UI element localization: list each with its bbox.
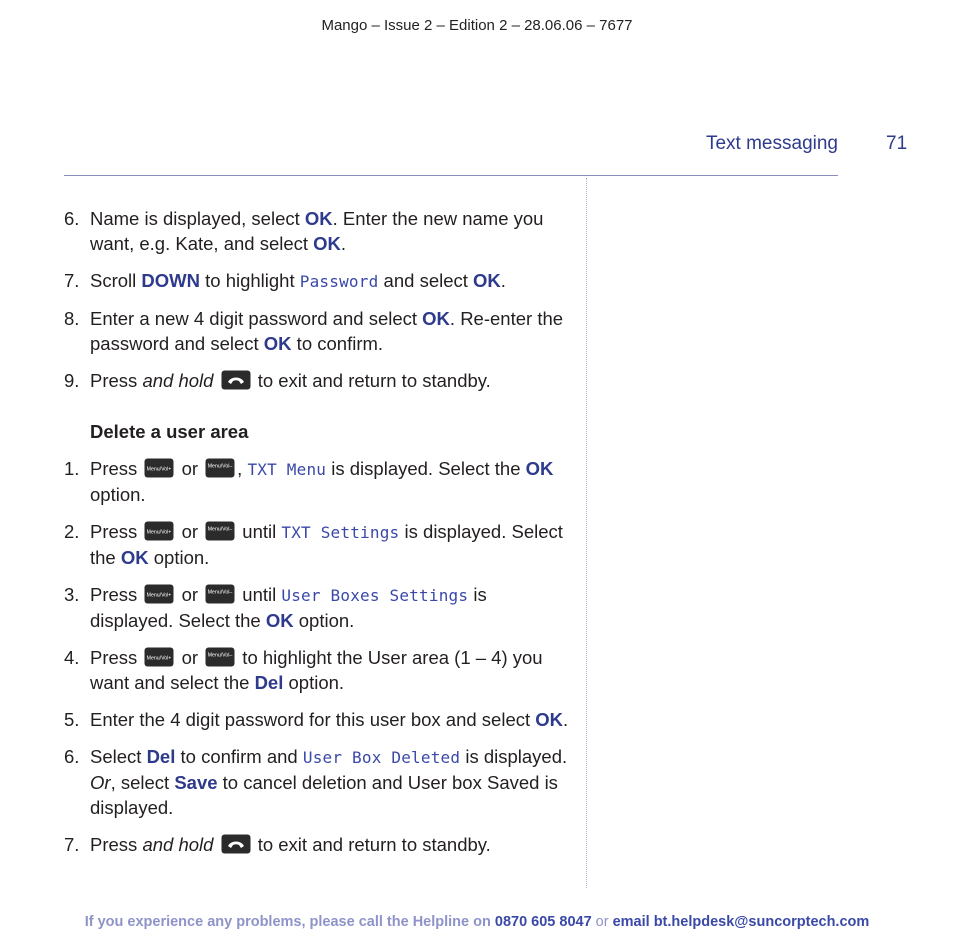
step-text: to highlight the User area (1 – 4) you want and select the (90, 647, 543, 693)
del-keyword: Del (146, 746, 176, 767)
and-hold-text: and hold (142, 370, 214, 391)
steps-list-top (64, 206, 574, 393)
list-item (64, 707, 574, 732)
step-text: Press (90, 834, 143, 855)
menu-vol-down-icon (205, 584, 235, 604)
step-text: or (176, 458, 204, 479)
step-text: to confirm. (291, 333, 384, 354)
section-title: Text messaging (705, 133, 838, 154)
step-text: until (237, 521, 282, 542)
step-text: to highlight (199, 270, 300, 291)
step-text: . (563, 709, 569, 730)
step-text: or (176, 584, 204, 605)
list-item (64, 645, 574, 695)
step-text: . Enter the new name you want, e.g. Kate, and select (90, 208, 544, 254)
footer-text: If you experience any problems, please call the Helpline on (84, 914, 495, 930)
step-text: Select (90, 746, 147, 767)
menu-vol-up-icon (144, 521, 174, 541)
step-text: option. (293, 610, 355, 631)
menu-vol-down-label: Menu/Vol– (207, 463, 233, 470)
list-item (64, 206, 574, 256)
step-text: Press (90, 647, 143, 668)
menu-vol-up-label: Menu/Vol+ (147, 466, 172, 473)
step-text: , (237, 458, 248, 479)
step-text: . (500, 270, 506, 291)
step-text: or (176, 521, 204, 542)
ok-keyword: OK (473, 270, 501, 291)
step-text: Enter the 4 digit password for this user box and select (90, 709, 536, 730)
step-text: Press (90, 458, 143, 479)
steps-list-delete (64, 456, 574, 857)
display-text: User Boxes Settings (281, 586, 469, 605)
step-text: , select (110, 772, 175, 793)
step-text: is displayed. (460, 746, 568, 767)
step-text: Enter a new 4 digit password and select (90, 308, 423, 329)
step-text: to confirm and (175, 746, 303, 767)
save-keyword: Save (174, 772, 218, 793)
list-item (64, 456, 574, 507)
step-number: 6. (64, 208, 80, 229)
ok-keyword: OK (265, 610, 294, 631)
step-text: until (237, 584, 282, 605)
step-number: 4. (64, 647, 80, 668)
document-meta: Mango – Issue 2 – Edition 2 – 28.06.06 – 7677 (321, 17, 633, 34)
step-number: 9. (64, 370, 80, 391)
list-item (64, 582, 574, 633)
helpline-footer (0, 914, 954, 930)
step-text: Name is displayed, select (90, 208, 305, 229)
list-item (64, 744, 574, 820)
step-text: . (340, 233, 347, 254)
step-text: . Re-enter the password and select (90, 308, 564, 354)
and-hold-text: and hold (142, 834, 214, 855)
menu-vol-down-icon (205, 458, 235, 478)
step-text: to exit and return to standby. (252, 370, 491, 391)
list-item (64, 368, 574, 393)
end-call-icon (221, 834, 251, 854)
helpline-email: email bt.helpdesk@suncorptech.com (612, 914, 870, 930)
display-text: User Box Deleted (302, 748, 461, 767)
menu-vol-up-icon (144, 458, 174, 478)
menu-vol-down-label: Menu/Vol– (207, 589, 233, 596)
list-item (64, 519, 574, 570)
step-text: is displayed. Select the (326, 458, 526, 479)
header-rule (64, 175, 838, 176)
step-text: to exit and return to standby. (252, 834, 491, 855)
step-text: is displayed. Select the (90, 521, 563, 568)
menu-vol-up-label: Menu/Vol+ (147, 592, 172, 599)
footer-or: or (591, 914, 613, 930)
column-divider (586, 178, 587, 888)
menu-vol-up-label: Menu/Vol+ (147, 655, 172, 662)
display-text: Password (299, 272, 379, 291)
list-item (64, 306, 574, 356)
ok-keyword: OK (120, 547, 149, 568)
step-number: 2. (64, 521, 80, 542)
end-call-icon (221, 370, 251, 390)
instructions-column (64, 206, 574, 869)
step-text: Press (90, 584, 143, 605)
step-text: and select (378, 270, 474, 291)
step-text: Scroll (90, 270, 142, 291)
page-number: 71 (886, 133, 908, 154)
list-item (64, 268, 574, 294)
step-text: Press (90, 370, 143, 391)
step-text: Press (90, 521, 143, 542)
menu-vol-up-icon (144, 647, 174, 667)
menu-vol-up-label: Menu/Vol+ (147, 529, 172, 536)
display-text: TXT Settings (281, 523, 400, 542)
step-number: 6. (64, 746, 80, 767)
delete-user-area-heading: Delete a user area (90, 421, 249, 442)
step-number: 3. (64, 584, 80, 605)
step-text: is displayed. Select the (90, 584, 487, 631)
ok-keyword: OK (304, 208, 333, 229)
step-text: or (176, 647, 204, 668)
ok-keyword: OK (263, 333, 292, 354)
step-number: 8. (64, 308, 80, 329)
ok-keyword: OK (422, 308, 450, 329)
menu-vol-down-icon (205, 647, 235, 667)
ok-keyword: OK (535, 709, 564, 730)
ok-keyword: OK (313, 233, 341, 254)
step-text: option. (90, 484, 146, 505)
display-text: TXT Menu (247, 460, 327, 479)
ok-keyword: OK (525, 458, 554, 479)
list-item (64, 832, 574, 857)
step-number: 7. (64, 834, 80, 855)
step-text: option. (148, 547, 210, 568)
or-text: Or (90, 772, 111, 793)
step-number: 1. (64, 458, 80, 479)
menu-vol-down-icon (205, 521, 235, 541)
del-keyword: Del (254, 672, 284, 693)
step-number: 7. (64, 270, 80, 291)
step-number: 5. (64, 709, 80, 730)
helpline-phone: 0870 605 8047 (494, 914, 592, 930)
step-text: option. (283, 672, 345, 693)
menu-vol-down-label: Menu/Vol– (207, 526, 233, 533)
menu-vol-down-label: Menu/Vol– (207, 652, 233, 659)
down-keyword: DOWN (141, 270, 200, 291)
menu-vol-up-icon (144, 584, 174, 604)
step-text: to cancel deletion and User box Saved is displayed. (90, 772, 558, 818)
